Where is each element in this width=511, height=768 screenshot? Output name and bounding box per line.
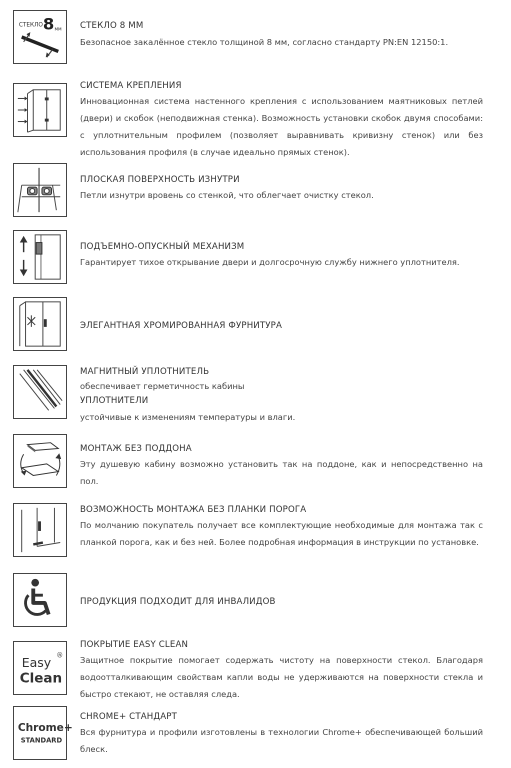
feature-title: СИСТЕМА КРЕПЛЕНИЯ — [80, 81, 182, 91]
feature-desc: Безопасное закалённое стекло толщиной 8 мм, согласно стандарту PN:EN 12150:1. — [80, 37, 449, 47]
feature-desc: Вся фурнитура и профили изготовлены в технологии Chrome+ обеспечивающей больший блеск. — [80, 727, 483, 754]
feature-desc: Петли изнутри вровень со стенкой, что облегчает очистку стекол. — [80, 190, 374, 200]
lift-mechanism-icon — [13, 230, 67, 284]
easy-clean-label-2: Clean — [19, 670, 63, 687]
feature-desc: обеспечивает герметичность кабины — [80, 381, 245, 391]
flat-hinge-icon — [13, 163, 67, 217]
feature-title: ПОКРЫТИЕ EASY CLEAN — [80, 640, 189, 650]
feature-desc-secondary: устойчивые к изменениям температуры и влаги. — [80, 412, 296, 422]
no-threshold-icon — [13, 503, 67, 557]
feature-title: ПРОДУКЦИЯ ПОДХОДИТ ДЛЯ ИНВАЛИДОВ — [80, 597, 276, 607]
easy-clean-icon — [13, 641, 67, 695]
easy-clean-label-1: Easy — [21, 655, 52, 671]
glass-icon-unit: мм — [54, 27, 62, 33]
feature-title: МОНТАЖ БЕЗ ПОДДОНА — [80, 444, 192, 454]
chrome-plus-icon — [13, 706, 73, 760]
feature-title: СТЕКЛО 8 ММ — [80, 21, 144, 31]
feature-desc: Защитное покрытие помогает содержать чистоту на поверхности стекол. Благодаря водоотталкивающим свойствам капли воды не удерживаются на поверхности стекла и быстро стекают, не оставляя следа. — [80, 655, 483, 699]
no-tray-icon — [13, 434, 67, 488]
chrome-fittings-icon — [13, 297, 67, 351]
magnetic-seal-icon — [13, 365, 67, 419]
chrome-plus-label-2: STANDARD — [20, 736, 63, 745]
wall-mount-icon — [13, 83, 67, 137]
feature-desc: Эту душевую кабину возможно установить так на поддоне, как и непосредственно на пол. — [80, 459, 483, 486]
feature-desc: Инновационная система настенного крепления с использованием маятниковых петлей (двери) и скобок (неподвижная стенка). Возможность установки скобок двумя способами: с уплотнительным профилем (позволяет выравнивать кривизну стенок) или без использования профиля (в случае идеально прямых стенок). — [80, 96, 483, 157]
glass-8mm-icon — [13, 10, 67, 64]
feature-title: CHROME+ СТАНДАРТ — [80, 712, 177, 722]
feature-desc: Гарантирует тихое открывание двери и долгосрочную службу нижнего уплотнителя. — [80, 257, 460, 267]
chrome-plus-label-1: Chrome+ — [17, 722, 73, 735]
feature-title-secondary: УПЛОТНИТЕЛИ — [80, 396, 149, 406]
feature-title: ПЛОСКАЯ ПОВЕРХНОСТЬ ИЗНУТРИ — [80, 175, 240, 185]
feature-title: ЭЛЕГАНТНАЯ ХРОМИРОВАННАЯ ФУРНИТУРА — [80, 321, 283, 331]
glass-icon-label: СТЕКЛО — [18, 22, 43, 29]
registered-mark: ® — [56, 651, 64, 660]
wheelchair-icon — [13, 573, 67, 627]
glass-icon-number: 8 — [42, 14, 55, 34]
feature-title: ВОЗМОЖНОСТЬ МОНТАЖА БЕЗ ПЛАНКИ ПОРОГА — [80, 505, 307, 515]
feature-title: МАГНИТНЫЙ УПЛОТНИТЕЛЬ — [80, 367, 210, 377]
feature-title: ПОДЪЕМНО-ОПУСКНЫЙ МЕХАНИЗМ — [80, 242, 245, 252]
feature-desc: По молчанию покупатель получает все комплектующие необходимые для монтажа так с планкой порога, как и без ней. Более подробная информация в инструкции по установке. — [80, 520, 483, 547]
